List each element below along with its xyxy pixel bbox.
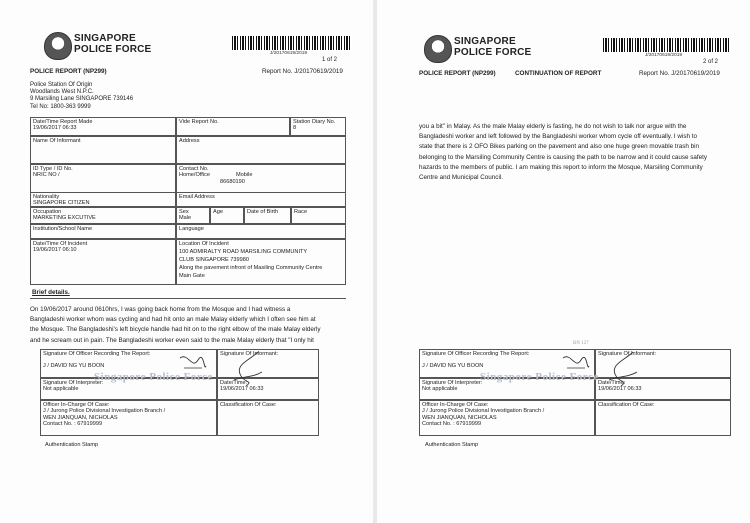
brief-divider — [30, 285, 346, 299]
contact-no: Contact No. Home/Office Mobile 86680190 — [176, 164, 346, 192]
informant-signature: Signature Of Informant: — [217, 349, 319, 378]
authentication-stamp: Authentication Stamp — [425, 442, 479, 448]
id-type: ID Type / ID No. NRIC NO / — [30, 164, 176, 192]
barcode-number: J/20170619/2019 — [645, 53, 683, 58]
officer-recording-signature: Signature Of Officer Recording The Report: J / DAVID NG YU BOON — [40, 349, 217, 378]
vide-report-no: Vide Report No. — [176, 117, 290, 136]
police-stamp: Singapore Police Force — [94, 371, 213, 383]
page-counter: 2 of 2 — [703, 59, 719, 65]
station-of-origin: Police Station Of Origin Woodlands West N.P.C. 9 Marsiling Lane SINGAPORE 739146 Tel No: 1800-363 9999 — [30, 82, 134, 110]
incident-location: Location Of Incident 100 ADMIRALTY ROAD MARSILING COMMUNITY CLUB SINGAPORE 739980 Along the pavement infront of Masiling Community Centre Main Gate — [176, 239, 346, 285]
continuation-text: you a bit" in Malay. As the male Malay elderly is fasting, he do not wish to talk nor argue with the Bangladeshi worker and left followed by the Bangladeshi worker whom cycle off eventually. I wish to state that there is 2 OFO Bikes parking on the pavement and also one huge green movable trash bin belonging to the Marsiling Community Centre is causing the path to be narrow and it could cause safety hazards to the members of public. I am making this report to inform the Mosque, Marsiling Community Centre and Municipal Council. — [419, 123, 708, 182]
report-page-2 — [377, 0, 750, 523]
report-type: POLICE REPORT (NP299) — [30, 68, 107, 75]
police-crest-icon — [424, 35, 452, 63]
barcode — [603, 38, 731, 52]
signature-datetime: Date/Time: 19/06/2017 06:33 — [217, 378, 319, 400]
occupation: Occupation MARKETING EXCUTIVE — [30, 207, 176, 224]
interpreter-signature: Signature Of Interpreter: Not applicable — [419, 378, 595, 400]
date-of-birth: Date of Birth — [244, 207, 291, 224]
org-name: SINGAPORE POLICE FORCE — [454, 36, 532, 58]
language: Language — [176, 224, 346, 239]
report-number: Report No. J/20170619/2019 — [262, 68, 343, 75]
race: Race — [291, 207, 346, 224]
incident-datetime: Date/Time Of Incident 19/06/2017 06:10 — [30, 239, 176, 285]
sex: Sex Male — [176, 207, 210, 224]
institution: Institution/School Name — [30, 224, 176, 239]
page-counter: 1 of 2 — [322, 57, 338, 63]
informant-name: Name Of Informant — [30, 136, 176, 164]
informant-signature-scribble — [228, 350, 264, 390]
officer-signature-scribble — [178, 350, 208, 376]
stamp-code: BN 127 — [573, 341, 589, 346]
report-number: Report No. J/20170619/2019 — [639, 70, 720, 77]
barcode — [232, 36, 352, 50]
police-crest-icon — [44, 32, 72, 60]
officer-signature-scribble — [561, 350, 591, 376]
informant-signature: Signature Of Informant: — [595, 349, 731, 378]
informant-signature-scribble — [603, 350, 639, 390]
interpreter-signature: Signature Of Interpreter: Not applicable — [40, 378, 217, 400]
brief-details: On 19/06/2017 around 0610hrs, I was going back home from the Mosque and I had witness a Bangladeshi worker whom was cycling and had hit onto an male Malay elderly which I often see him at the Mosque. The Bangladeshi's left bicycle handle had hit on to the right elbow of the male Malay elderly and he scream out in pain. The Bangladeshi worker even said to the male Malay elderly that "I only hit — [30, 306, 321, 344]
report-type: POLICE REPORT (NP299) — [419, 70, 496, 77]
classification-of-case: Classification Of Case: — [595, 400, 731, 436]
station-diary-no: Station Diary No. 8 — [290, 117, 346, 136]
report-page-1 — [0, 0, 373, 523]
barcode-number: J/20170619/2019 — [270, 51, 308, 56]
brief-heading: Brief details. — [32, 289, 70, 296]
email-address: Email Address — [176, 192, 346, 207]
continuation-label: CONTINUATION OF REPORT — [515, 70, 602, 77]
officer-recording-signature: Signature Of Officer Recording The Report: J / DAVID NG YU BOON — [419, 349, 595, 378]
authentication-stamp: Authentication Stamp — [45, 442, 99, 448]
officer-in-charge: Officer In-Charge Of Case: J / Jurong Police Divisional Investigation Branch / WEN JIANQUAN, NICHOLAS Contact No. : 67919999 — [419, 400, 595, 436]
police-stamp: Singapore Police Force — [480, 371, 599, 383]
org-name: SINGAPORE POLICE FORCE — [74, 33, 152, 55]
classification-of-case: Classification Of Case: — [217, 400, 319, 436]
signature-datetime: Date/Time: 19/06/2017 06:33 — [595, 378, 731, 400]
date-time-report-made: Date/Time Report Made 19/06/2017 06:33 — [30, 117, 176, 136]
officer-in-charge: Officer In-Charge Of Case: J / Jurong Police Divisional Investigation Branch / WEN JIANQUAN, NICHOLAS Contact No. : 67919999 — [40, 400, 217, 436]
nationality: Nationality SINGAPORE CITIZEN — [30, 192, 176, 207]
age: Age — [210, 207, 244, 224]
informant-address: Address — [176, 136, 346, 164]
